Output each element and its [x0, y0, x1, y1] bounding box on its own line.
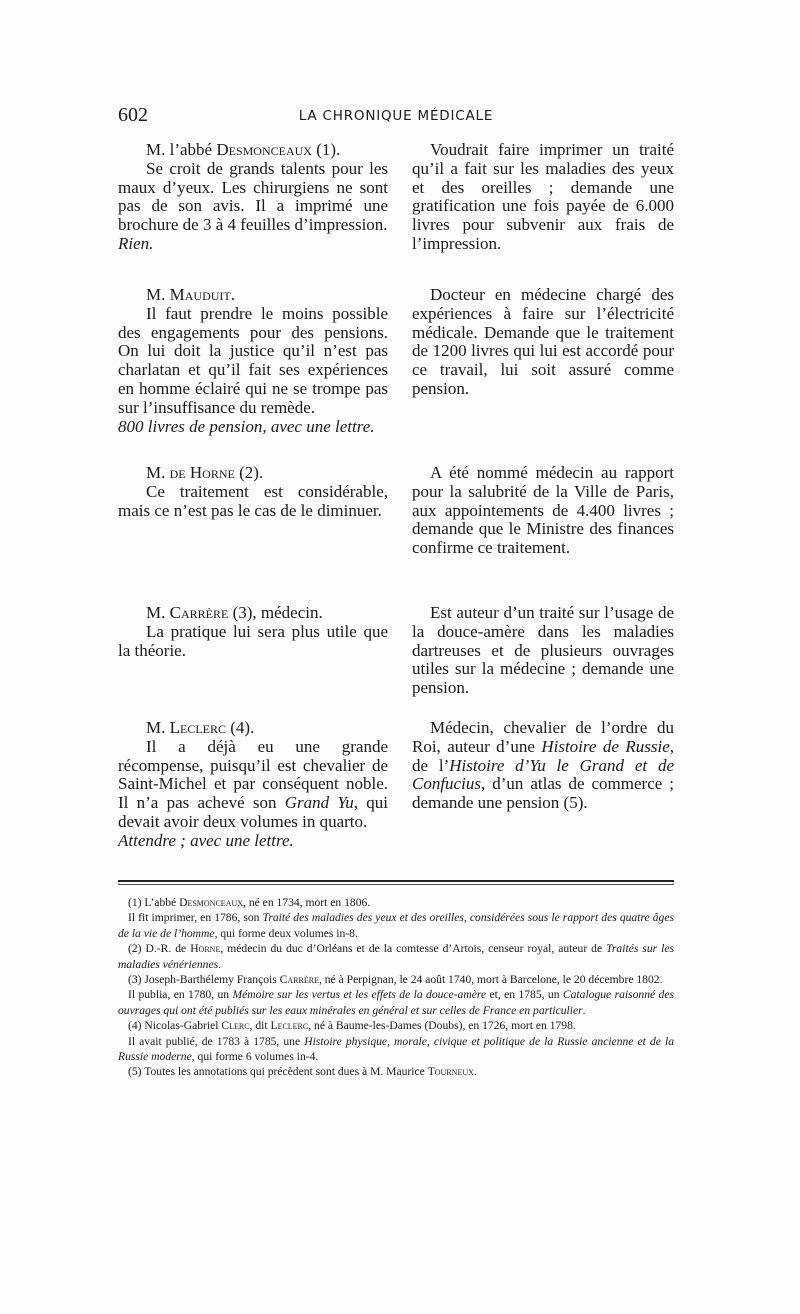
entry-carrere-remark	[118, 604, 388, 660]
page-number: 602	[118, 104, 148, 126]
entry-request: Voudrait faire imprimer un traité qu’il a fait sur les maladies des yeux et des oreilles ; demande une gratification une fois payée de 6.000 livres pour subvenir aux frais de l’impression.	[412, 140, 674, 253]
footnote-1-continued: Il fit imprimer, en 1786, son Traité des maladies des yeux et des oreilles, considérées sous le rapport des quatre âges de la vie de l’homme, qui forme deux volumes in-8.	[118, 911, 674, 940]
entry-carrere-request	[412, 604, 674, 698]
entry-leclerc-request	[412, 719, 674, 813]
entry-name: M. Mauduit.	[146, 285, 235, 304]
entry-remark: Il a déjà eu une grande récompense, puisqu’il est chevalier de Saint-Michel et par conséquent noble. Il n’a pas achevé son Grand Yu, qui devait avoir deux volumes in quarto.	[118, 736, 388, 831]
footnote-rule-thin	[118, 884, 674, 885]
entry-remark: Il faut prendre le moins possible des engagements pour des pensions. On lui doit la justice qu’il n’est pas charlatan et qu’il fait ses expériences en homme éclairé qui ne se trompe pas sur l’insuffisance du remède.	[118, 303, 388, 417]
entry-name: M. de Horne (2).	[146, 463, 264, 482]
entry-request: Docteur en médecine chargé des expériences à faire sur l’électricité médicale. Demande que le traitement de 1200 livres qui lui est accordé pour ce travail, lui soit assuré comme pension.	[412, 285, 674, 398]
entry-remark: La pratique lui sera plus utile que la théorie.	[118, 621, 388, 660]
footnote-3: (3) Joseph-Barthélemy François Carrère, né à Perpignan, le 24 août 1740, mort à Barcelone, le 20 décembre 1802.	[128, 973, 663, 987]
entry-request: A été nommé médecin au rapport pour la salubrité de la Ville de Paris, aux appointements de 4.400 livres ; demande que le Ministre des finances confirme ce traitement.	[412, 463, 674, 558]
entry-verdict: Rien.	[118, 233, 154, 253]
entry-desmonceaux-remark	[118, 141, 388, 254]
entry-leclerc-remark	[118, 719, 388, 851]
entry-desmonceaux-request	[412, 141, 674, 254]
entry-remark: Se croit de grands talents pour les maux d’yeux. Les chirurgiens ne sont pas de son avis. Il a imprimé une brochure de 3 à 4 feuilles d’impression.	[118, 158, 388, 235]
entry-name: M. l’abbé Desmonceaux (1).	[146, 140, 341, 159]
footnotes	[118, 895, 674, 1080]
running-title: LA CHRONIQUE MÉDICALE	[298, 108, 494, 124]
footnote-1: (1) L’abbé Desmonceaux, né en 1734, mort en 1806.	[128, 896, 371, 909]
footnote-3-continued: Il publia, en 1780, un Mémoire sur les vertus et les effets de la douce-amère et, en 1785, un Catalogue raisonné des ouvrages qui ont été publiés sur les eaux minérales en général et sur celles de France en particulier.	[118, 988, 674, 1017]
entry-request: Est auteur d’un traité sur l’usage de la douce-amère dans les maladies dartreuses et de plusieurs ouvrages utiles sur la médecine ; demande une pension.	[412, 603, 674, 698]
entry-mauduit-request	[412, 286, 674, 399]
entry-name: M. Leclerc (4).	[146, 718, 255, 737]
footnote-4-continued: Il avait publié, de 1783 à 1785, une Histoire physique, morale, civique et politique de la Russie ancienne et de la Russie moderne, qui forme 6 volumes in-4.	[118, 1034, 675, 1064]
page-header	[118, 104, 674, 134]
entry-verdict: Attendre ; avec une lettre.	[118, 830, 294, 850]
entry-horne-request	[412, 464, 674, 558]
footnote-rule	[118, 880, 674, 882]
entry-name: M. Carrère (3), médecin.	[146, 603, 323, 622]
entry-remark: Ce traitement est considérable, mais ce n’est pas le cas de le diminuer.	[118, 481, 388, 520]
entry-request: Médecin, chevalier de l’ordre du Roi, auteur d’une Histoire de Russie, de l’Histoire d’Yu le Grand et de Confucius, d’un atlas de commerce ; demande une pension (5).	[412, 718, 675, 813]
entry-horne-remark	[118, 464, 388, 520]
entry-verdict: 800 livres de pension, avec une lettre.	[118, 416, 375, 436]
footnote-2: (2) D.-R. de Horne, médecin du duc d’Orléans et de la comtesse d’Artois, censeur royal, auteur de Traités sur les maladies vénériennes.	[118, 942, 674, 971]
entry-mauduit-remark	[118, 286, 388, 436]
footnote-5: (5) Toutes les annotations qui précèdent sont dues à M. Maurice Tourneux.	[128, 1065, 477, 1079]
footnote-4: (4) Nicolas-Gabriel Clerc, dit Leclerc, né à Baume-les-Dames (Doubs), en 1726, mort en 1798.	[128, 1019, 576, 1033]
